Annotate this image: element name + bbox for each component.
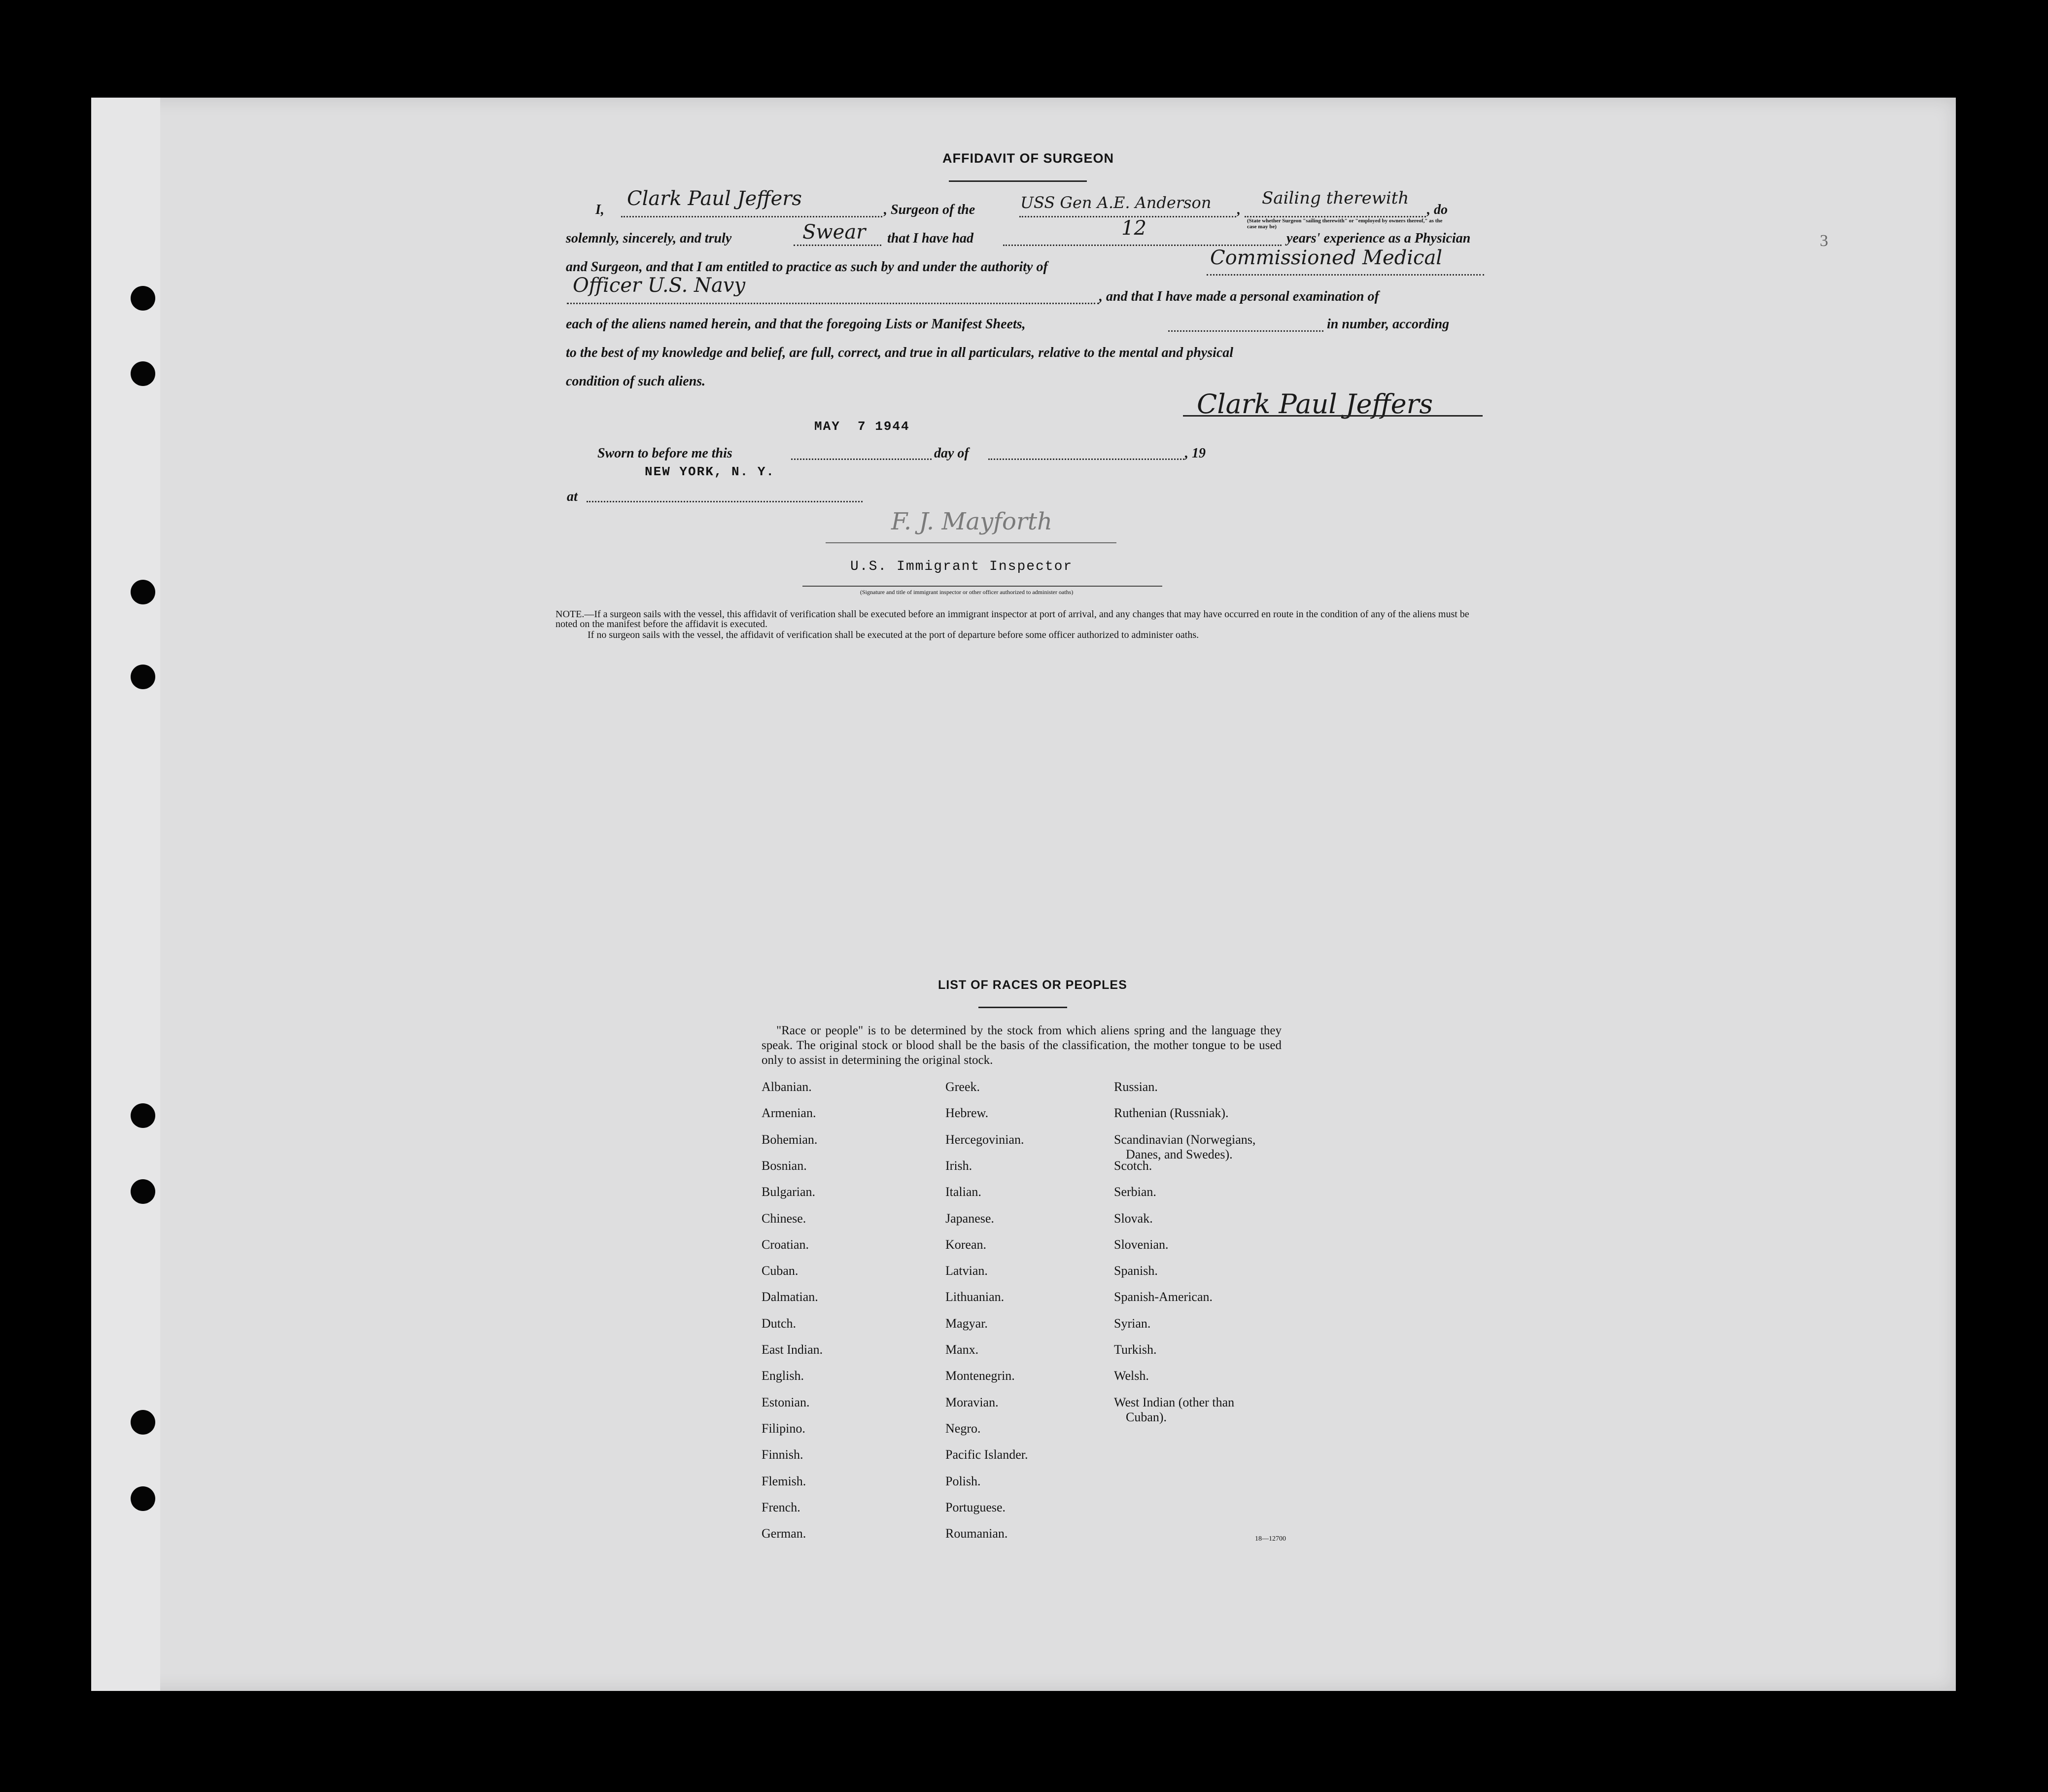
oath-line xyxy=(794,245,881,246)
line5-b: in number, according xyxy=(1327,316,1450,332)
race-item: West Indian (other than xyxy=(1114,1395,1235,1409)
authority-line-1 xyxy=(1207,274,1484,276)
inspector-note: (Signature and title of immigrant inspector or other officer authorized to administer oaths) xyxy=(860,589,1074,596)
race-item: Finnish. xyxy=(762,1447,803,1462)
inspector-rule-2 xyxy=(802,586,1162,587)
punch-hole xyxy=(131,665,155,689)
race-item: Danes, and Swedes). xyxy=(1126,1147,1233,1161)
at-label: at xyxy=(567,489,578,504)
race-item: Hebrew. xyxy=(945,1106,989,1120)
race-item: Bosnian. xyxy=(762,1159,807,1173)
race-item: Scandinavian (Norwegians, xyxy=(1114,1132,1256,1147)
race-item: Negro. xyxy=(945,1421,981,1436)
punch-hole xyxy=(131,1410,155,1435)
race-item: German. xyxy=(762,1526,806,1541)
race-item: Armenian. xyxy=(762,1106,816,1120)
line4: , and that I have made a personal examination of xyxy=(1099,289,1379,304)
sworn-label: Sworn to before me this xyxy=(597,446,732,461)
race-item: Croatian. xyxy=(762,1237,809,1252)
race-item: Greek. xyxy=(945,1080,980,1094)
punch-hole xyxy=(131,1486,155,1511)
page-number: 3 xyxy=(1820,232,1828,250)
punch-hole xyxy=(131,1103,155,1128)
vessel-name: USS Gen A.E. Anderson xyxy=(1020,193,1212,212)
races-intro: "Race or people" is to be determined by the stock from which aliens spring and the language they speak. The original stock or blood shall be the basis of the classification, the mother tongue to be used only to assist in determining the original stock. xyxy=(762,1024,1282,1067)
punch-hole xyxy=(131,286,155,311)
authority-1: Commissioned Medical xyxy=(1210,246,1443,269)
punch-hole xyxy=(131,1179,155,1204)
races-title-rule xyxy=(978,1007,1067,1008)
race-item: Spanish-American. xyxy=(1114,1290,1213,1304)
line7: condition of such aliens. xyxy=(566,374,706,389)
surgeon-of-label: , Surgeon of the xyxy=(884,202,975,217)
authority-line-2 xyxy=(567,303,1099,304)
affidavit-title: AFFIDAVIT OF SURGEON xyxy=(942,151,1114,166)
race-item: Syrian. xyxy=(1114,1316,1151,1331)
punch-hole xyxy=(131,361,155,386)
race-item: Chinese. xyxy=(762,1211,806,1226)
line2-a: solemnly, sincerely, and truly xyxy=(566,231,732,246)
date-stamp: MAY 7 1944 xyxy=(814,419,910,434)
race-item: Korean. xyxy=(945,1237,987,1252)
signature-line xyxy=(1183,415,1483,417)
race-item: Dalmatian. xyxy=(762,1290,818,1304)
race-item: Welsh. xyxy=(1114,1369,1149,1383)
inspector-rule xyxy=(826,542,1116,543)
race-item: Italian. xyxy=(945,1185,981,1199)
race-item: Magyar. xyxy=(945,1316,988,1331)
form-code: 18—12700 xyxy=(1255,1535,1286,1543)
race-item: Slovak. xyxy=(1114,1211,1153,1226)
race-item: Slovenian. xyxy=(1114,1237,1169,1252)
race-item: Turkish. xyxy=(1114,1342,1157,1357)
sailing-status: Sailing therewith xyxy=(1262,188,1409,208)
race-item: Filipino. xyxy=(762,1421,805,1436)
at-line xyxy=(587,501,863,502)
note-2: If no surgeon sails with the vessel, the affidavit of verification shall be executed at the port of departure before some officer authorized to administer oaths. xyxy=(588,630,1199,640)
race-item: Hercegovinian. xyxy=(945,1132,1024,1147)
race-item: Serbian. xyxy=(1114,1185,1156,1199)
note-1: NOTE.—If a surgeon sails with the vessel, this affidavit of verification shall be executed before an immigrant inspector at port of arrival, and any changes that may have occurred en route in the condition of any of the aliens must be noted on the manifest before the affidavit is executed. xyxy=(555,609,1469,630)
race-item: Lithuanian. xyxy=(945,1290,1005,1304)
race-item: Russian. xyxy=(1114,1080,1158,1094)
race-item: Portuguese. xyxy=(945,1500,1006,1514)
inspector-signature: F. J. Mayforth xyxy=(891,508,1053,535)
sailing-note: (State whether Surgeon "sailing therewith" or "employed by owners thereof," as the case may be) xyxy=(1247,218,1443,230)
sheets-line xyxy=(1168,330,1323,332)
year-label: , 19 xyxy=(1185,446,1206,461)
race-item: Moravian. xyxy=(945,1395,999,1409)
race-item: Latvian. xyxy=(945,1264,988,1278)
race-item: Spanish. xyxy=(1114,1264,1158,1278)
race-item: Cuban). xyxy=(1126,1410,1167,1424)
race-item: Flemish. xyxy=(762,1474,806,1488)
race-item: English. xyxy=(762,1369,804,1383)
inspector-title: U.S. Immigrant Inspector xyxy=(850,559,1073,574)
race-item: Pacific Islander. xyxy=(945,1447,1028,1462)
surgeon-signature: Clark Paul Jeffers xyxy=(1197,388,1433,420)
comma: , xyxy=(1237,202,1241,217)
line6: to the best of my knowledge and belief, are full, correct, and true in all particulars, relative to the mental and physical xyxy=(566,345,1234,360)
sworn-day-line xyxy=(791,458,932,460)
race-item: Roumanian. xyxy=(945,1526,1008,1541)
binding-margin xyxy=(91,98,160,1691)
authority-2: Officer U.S. Navy xyxy=(573,274,746,297)
oath-word: Swear xyxy=(802,221,866,244)
years-line xyxy=(1003,245,1282,246)
line3: and Surgeon, and that I am entitled to practice as such by and under the authority of xyxy=(566,259,1048,275)
race-item: Japanese. xyxy=(945,1211,994,1226)
day-of-label: day of xyxy=(934,446,969,461)
surgeon-name-line xyxy=(621,216,882,217)
race-item: Albanian. xyxy=(762,1080,812,1094)
race-item: Dutch. xyxy=(762,1316,797,1331)
race-item: Bohemian. xyxy=(762,1132,818,1147)
race-item: Bulgarian. xyxy=(762,1185,816,1199)
race-item: Montenegrin. xyxy=(945,1369,1015,1383)
i-label: I, xyxy=(595,202,604,217)
race-item: Cuban. xyxy=(762,1264,798,1278)
race-item: Manx. xyxy=(945,1342,979,1357)
race-item: Irish. xyxy=(945,1159,972,1173)
line5-a: each of the aliens named herein, and that the foregoing Lists or Manifest Sheets, xyxy=(566,316,1026,332)
races-title: LIST OF RACES OR PEOPLES xyxy=(938,978,1127,992)
race-item: French. xyxy=(762,1500,800,1514)
sailing-line xyxy=(1245,216,1426,217)
years-value: 12 xyxy=(1121,217,1146,240)
line2-b: that I have had xyxy=(887,231,974,246)
punch-hole xyxy=(131,580,155,604)
line2-c: years' experience as a Physician xyxy=(1286,231,1471,246)
race-item: East Indian. xyxy=(762,1342,823,1357)
race-item: Scotch. xyxy=(1114,1159,1152,1173)
race-item: Ruthenian (Russniak). xyxy=(1114,1106,1229,1120)
do-label: , do xyxy=(1427,202,1448,217)
title-rule xyxy=(949,180,1087,182)
place-stamp: NEW YORK, N. Y. xyxy=(645,464,775,479)
surgeon-name: Clark Paul Jeffers xyxy=(627,187,802,210)
race-item: Estonian. xyxy=(762,1395,810,1409)
sworn-month-line xyxy=(988,458,1184,460)
race-item: Polish. xyxy=(945,1474,981,1488)
